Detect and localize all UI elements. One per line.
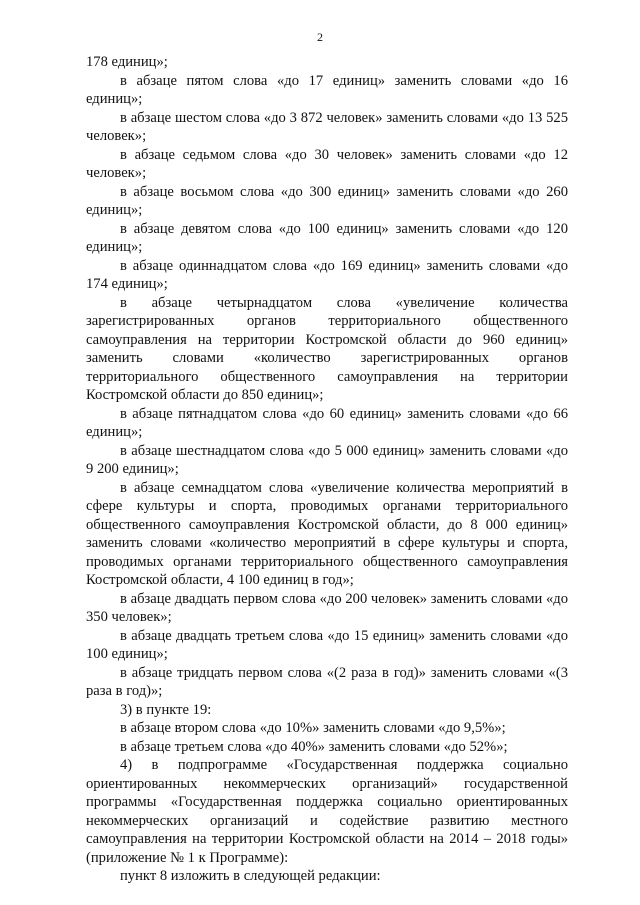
paragraph: в абзаце одиннадцатом слова «до 169 единиц» заменить словами «до 174 единиц»;: [86, 257, 568, 292]
paragraph: в абзаце пятнадцатом слова «до 60 единиц» заменить словами «до 66 единиц»;: [86, 405, 568, 440]
paragraph: в абзаце четырнадцатом слова «увеличение количества зарегистрированных органов территориального общественного самоуправления на территории Костромской области до 960 единиц» заменить словами «количество зарегистрированных органов территориального общественного самоуправления на территории Костромской области до 850 единиц»;: [86, 294, 568, 403]
paragraph: в абзаце тридцать первом слова «(2 раза в год)» заменить словами «(3 раза в год)»;: [86, 664, 568, 699]
paragraph: в абзаце седьмом слова «до 30 человек» заменить словами «до 12 человек»;: [86, 146, 568, 181]
paragraph: в абзаце третьем слова «до 40%» заменить словами «до 52%»;: [120, 738, 508, 755]
paragraph: в абзаце шестнадцатом слова «до 5 000 единиц» заменить словами «до 9 200 единиц»;: [86, 442, 568, 477]
paragraph: в абзаце втором слова «до 10%» заменить словами «до 9,5%»;: [120, 720, 506, 736]
paragraph: 178 единиц»;: [86, 54, 168, 70]
paragraph: в абзаце двадцать первом слова «до 200 человек» заменить словами «до 350 человек»;: [86, 590, 568, 625]
paragraph: в абзаце семнадцатом слова «увеличение количества мероприятий в сфере культуры и спорта, проводимых органами территориального общественного самоуправления Костромской области, до 8 000 единиц» заменить словами «количество мероприятий в сфере культуры и спорта, проводимых органами территориального общественного самоуправления Костромской области, 4 100 единиц в год»;: [86, 479, 568, 588]
paragraph: в абзаце двадцать третьем слова «до 15 единиц» заменить словами «до 100 единиц»;: [86, 627, 568, 662]
document-body: [86, 53, 568, 886]
paragraph: 3) в пункте 19:: [120, 701, 212, 718]
page-number: 2: [317, 30, 323, 44]
paragraph: в абзаце пятом слова «до 17 единиц» заменить словами «до 16 единиц»;: [86, 72, 568, 107]
paragraph: в абзаце восьмом слова «до 300 единиц» заменить словами «до 260 единиц»;: [86, 183, 568, 218]
paragraph: в абзаце девятом слова «до 100 единиц» заменить словами «до 120 единиц»;: [86, 220, 568, 255]
paragraph: 4) в подпрограмме «Государственная поддержка социально ориентированных некоммерческих организаций» государственной программы «Государственная поддержка социально ориентированных некоммерческих организаций и содействие развитию местного самоуправления на территории Костромской области на 2014 – 2018 годы» (приложение № 1 к Программе):: [86, 757, 568, 866]
paragraph: в абзаце шестом слова «до 3 872 человек» заменить словами «до 13 525 человек»;: [86, 109, 568, 144]
paragraph: пункт 8 изложить в следующей редакции:: [120, 868, 381, 884]
